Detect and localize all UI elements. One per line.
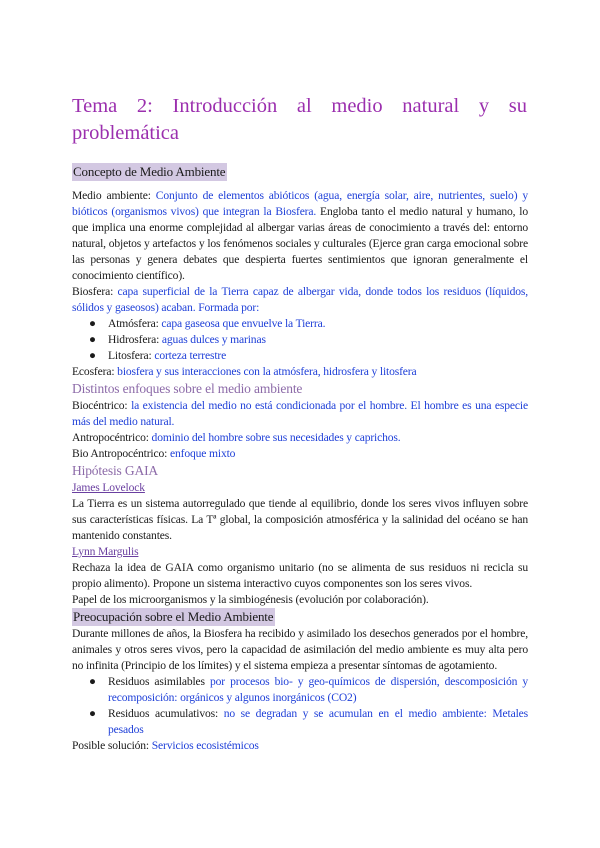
residuos-list [72,674,528,738]
paragraph-microorganismos: Papel de los microorganismos y la simbiogénesis (evolución por colaboración). [72,593,429,606]
heading-concepto: Concepto de Medio Ambiente [73,164,226,179]
paragraph-biocentrico [72,398,528,430]
term-label: Ecosfera: [72,365,118,378]
list-item: ● Hidrosfera: aguas dulces y marinas [89,333,266,346]
paragraph-biosfera [72,284,528,316]
paragraph-bio-antropocentrico [72,446,528,462]
list-item: ● Residuos acumulativos: no se degradan y se acumulan en el medio ambiente: Metales pesados [89,707,529,736]
heading-gaia: Hipótesis GAIA [72,463,159,478]
paragraph-medio-ambiente [72,188,528,284]
paragraph-antropocentrico [72,430,528,446]
body-text: Engloba tanto el medio natural y humano, lo que implica una enorme complejidad al albergar varias áreas de conocimiento a través del: entorno natural, objetos y artefactos y los fenómenos sociales y culturales (Ejerce gran carga emocional sobre las personas y genera debates que despierta fuertes sentimientos que ignoran generalmente el conocimiento científico). [72,205,529,282]
definition-text: enfoque mixto [169,447,236,460]
definition-text: capa superficial de la Tierra capaz de albergar vida, donde todos los residuos (líquidos, sólidos y gaseosos) acaban. Formada por: [72,285,528,314]
definition-text: Conjunto de elementos abióticos (agua, energía solar, aire, nutrientes, suelo) y bióticos (organismos vivos) que integran la Biosfera. [72,189,528,218]
paragraph-margulis: Rechaza la idea de GAIA como organismo unitario (no se alimenta de sus residuos ni recicla su propio alimento). Propone un sistema interactivo cuyos componentes son los seres vivos. [72,561,528,590]
definition-text: dominio del hombre sobre sus necesidades y caprichos. [151,431,401,444]
document-body [72,163,528,754]
author-lovelock: James Lovelock [72,481,145,494]
bullet-icon: ● [89,333,96,346]
term-label: Posible solución: [72,739,152,752]
list-item: ● Residuos asimilables por procesos bio- y geo-químicos de dispersión, descomposición y recomposición: orgánicos y algunos inorgánicos (CO2) [89,675,528,704]
bullet-icon: ● [89,707,96,720]
term-label: Medio ambiente: [72,189,156,202]
definition-text: biosfera y sus interacciones con la atmósfera, hidrosfera y litosfera [117,365,417,378]
biosfera-list [72,316,528,364]
bullet-icon: ● [89,317,96,330]
term-label: Biosfera: [72,285,118,298]
term-label: Biocéntrico: [72,399,132,412]
author-margulis: Lynn Margulis [72,545,139,558]
bullet-icon: ● [89,349,96,362]
document-title: Tema 2: Introducción al medio natural y su problemática [72,95,527,144]
section-preocupacion [72,608,528,626]
heading-preocupacion: Preocupación sobre el Medio Ambiente [73,609,274,624]
term-label: Antropocéntrico: [72,431,152,444]
bullet-icon: ● [89,675,96,688]
list-item: ● Atmósfera: capa gaseosa que envuelve la Tierra. [89,317,326,330]
paragraph-preocupacion: Durante millones de años, la Biosfera ha recibido y asimilado los desechos generados por el hombre, animales y otros seres vivos, pero la capacidad de asimilación del medio ambiente es muy alta pero no infinita (Principio de los límites) y el sistema empieza a presentar síntomas de agotamiento. [72,627,528,672]
paragraph-lovelock: La Tierra es un sistema autorregulado que tiende al equilibrio, donde los seres vivos influyen sobre sus características físicas. La Tª global, la composición atmosférica y la salinidad del océano se han mantenido constantes. [72,497,528,542]
heading-enfoques: Distintos enfoques sobre el medio ambiente [72,381,303,396]
list-item: ● Litosfera: corteza terrestre [89,349,227,362]
paragraph-solucion [72,738,528,754]
term-label: Bio Antropocéntrico: [72,447,170,460]
paragraph-ecosfera [72,364,528,380]
section-concepto [72,163,528,181]
definition-text: la existencia del medio no está condicionada por el hombre. El hombre es una especie más del medio natural. [72,399,528,428]
definition-text: Servicios ecosistémicos [151,739,259,752]
